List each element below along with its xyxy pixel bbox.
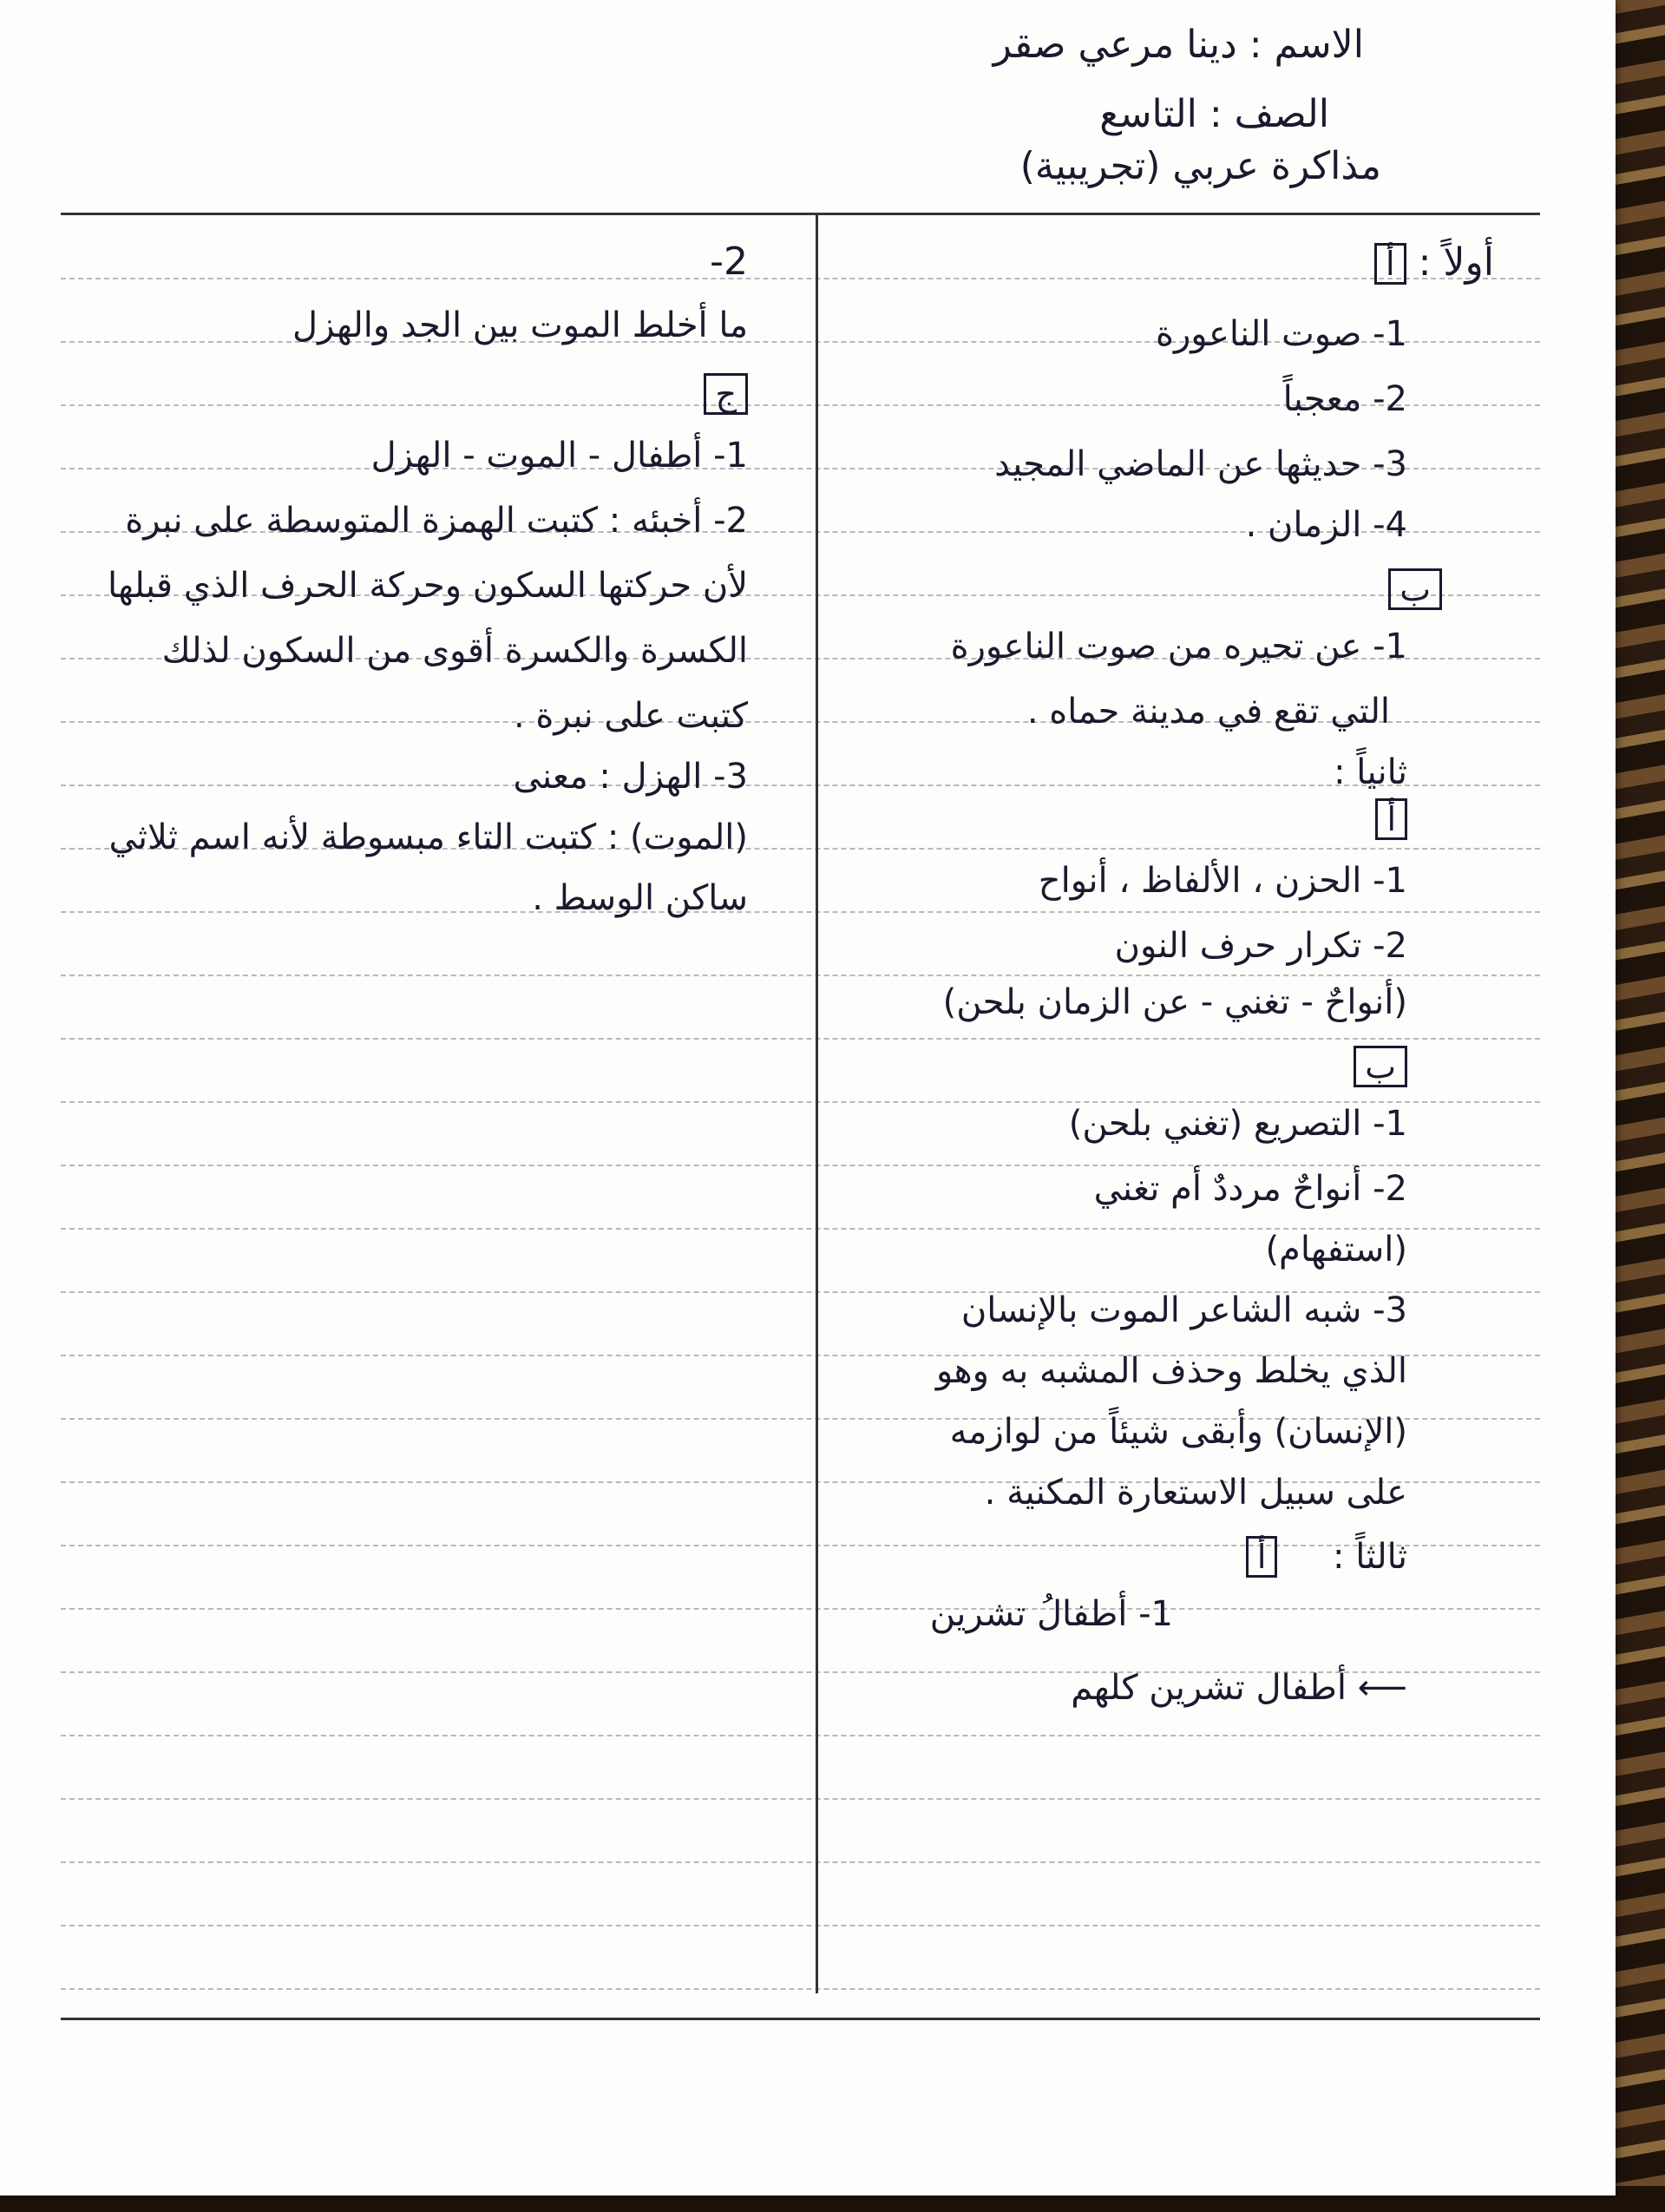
q2-answer-6: 3- الهزل : معنى (513, 757, 748, 797)
section1-title (1374, 240, 1494, 285)
ruled-line (61, 1101, 1540, 1103)
s2a-item-3: (أنواحٌ - تغني - عن الزمان بلحن) (942, 982, 1407, 1022)
exam-subject: مذاكرة عربي (تجريبية) (1019, 144, 1381, 188)
q2-answer-8: ساكن الوسط . (532, 878, 748, 918)
s3a-line-1: 1- أطفالُ تشرين (929, 1594, 1173, 1634)
section3-title (1246, 1536, 1407, 1578)
q2-answer-1: 1- أطفال - الموت - الهزل (370, 436, 748, 476)
ruled-line (61, 784, 1540, 786)
ruled-line (61, 1735, 1540, 1736)
student-name: الاسم : دينا مرعي صقر (993, 23, 1364, 67)
s1a-item-1: 1- صوت الناعورة (1156, 314, 1407, 354)
section1-b-title (1388, 568, 1442, 610)
s2b-line-7: على سبيل الاستعارة المكنية . (984, 1473, 1407, 1513)
s2b-line-3: (استفهام) (1265, 1230, 1407, 1270)
s1b-line-1: 1- عن تحيره من صوت الناعورة (950, 627, 1407, 666)
q2-line: ما أخلط الموت بين الجد والهزل (292, 305, 748, 345)
section2-a-title (1375, 798, 1407, 840)
section2-title: ثانياً : (1334, 752, 1407, 792)
s2b-line-2: 2- أنواحٌ مرددٌ أم تغني (1093, 1169, 1407, 1209)
q2-answer-2: 2- أخبئه : كتبت الهمزة المتوسطة على نبرة (125, 501, 748, 541)
ruled-line (61, 1165, 1540, 1166)
section2-b-box: ب (1354, 1046, 1407, 1087)
q2-box-wrap (704, 373, 748, 415)
q2-answer-7: (الموت) : كتبت التاء مبسوطة لأنه اسم ثلاثي (108, 817, 748, 857)
section3-a-box: أ (1246, 1536, 1278, 1578)
ruled-line (61, 1988, 1540, 1990)
ruled-line (61, 1798, 1540, 1800)
ruled-line (61, 1925, 1540, 1926)
section2-b-title (1354, 1046, 1407, 1087)
arrow-icon: ⟵ (1357, 1668, 1407, 1708)
q2-answer-3: لأن حركتها السكون وحركة الحرف الذي قبلها (107, 566, 748, 606)
ruled-line (61, 278, 1540, 279)
s1a-item-2: 2- معجباً (1282, 379, 1407, 419)
bottom-rule (61, 2018, 1540, 2020)
s3a-line-2 (1071, 1668, 1407, 1708)
s1a-item-4: 4- الزمان . (1245, 505, 1407, 545)
ruled-line (61, 911, 1540, 913)
s1b-line-2: التي تقع في مدينة حماه . (1026, 692, 1390, 732)
s1a-item-3: 3- حديثها عن الماضي المجيد (994, 444, 1407, 484)
student-grade: الصف : التاسع (1099, 92, 1329, 136)
s2b-line-1: 1- التصريع (تغني بلحن) (1068, 1104, 1407, 1144)
section3-title-text: ثالثاً : (1333, 1537, 1407, 1577)
ruled-line (61, 1608, 1540, 1610)
s3a-line-2-text: أطفال تشرين كلهم (1071, 1668, 1347, 1708)
s2b-line-5: الذي يخلط وحذف المشبه به وهو (935, 1351, 1407, 1391)
q2-answer-4: الكسرة والكسرة أقوى من السكون لذلك (161, 631, 748, 671)
column-divider (816, 214, 818, 1993)
s2a-item-2: 2- تكرار حرف النون (1114, 926, 1407, 966)
q2-number: 2- (710, 240, 748, 284)
ruled-line (61, 975, 1540, 976)
header-rule (61, 213, 1540, 215)
section1-title-text: أولاً : (1418, 240, 1494, 285)
section2-a-box: أ (1375, 798, 1407, 840)
s2b-line-4: 3- شبه الشاعر الموت بالإنسان (960, 1290, 1407, 1330)
s2a-item-1: 1- الحزن ، الألفاظ ، أنواح (1038, 861, 1407, 901)
q2-answer-5: كتبت على نبرة . (514, 696, 748, 736)
ruled-line (61, 1861, 1540, 1863)
section1-b-box: ب (1388, 568, 1442, 610)
s2b-line-6: (الإنسان) وأبقى شيئاً من لوازمه (949, 1412, 1407, 1452)
section1-a-box: أ (1374, 243, 1406, 285)
q2-box: ج (704, 373, 748, 415)
ruled-line (61, 1038, 1540, 1040)
